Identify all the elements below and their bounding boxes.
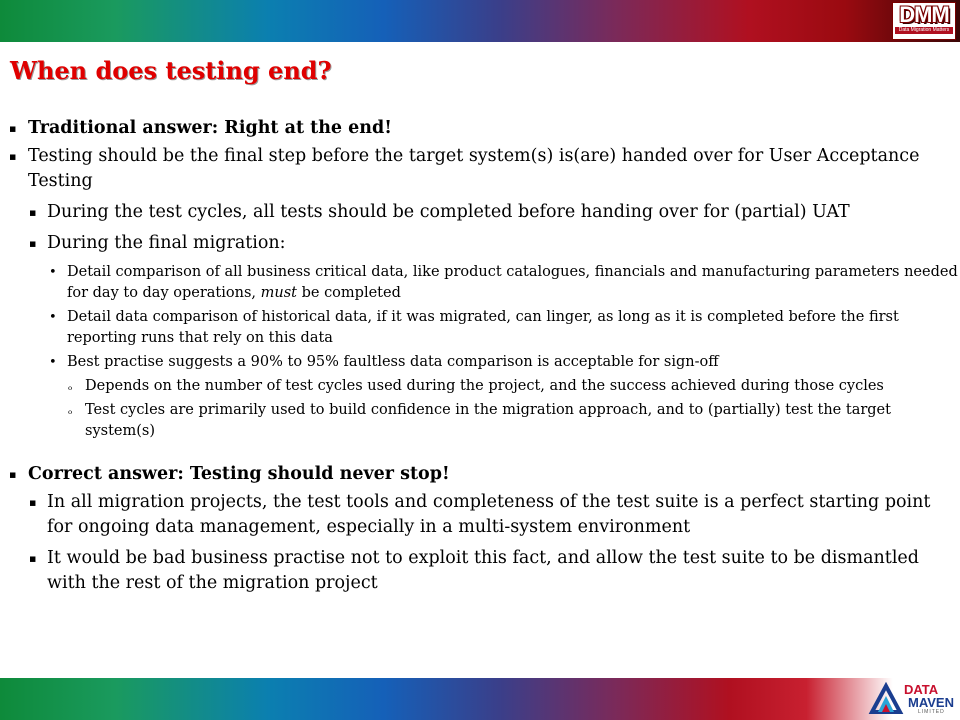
bullet-ongoing-data-management: ▪ In all migration projects, the test tools and completeness of the test suite is a perfect starting point for ongoing data management, especially in a multi-system environment — [29, 492, 931, 537]
data-maven-logo-line2: MAVEN — [908, 695, 954, 710]
data-maven-logo-line3: LIMITED — [918, 709, 945, 715]
bullet-final-migration: ▪ During the final migration: — [0, 231, 960, 256]
bullet-correct-answer: ▪ Correct answer: Testing should never stop! — [0, 462, 960, 487]
square-bullet-icon: ▪ — [29, 496, 37, 509]
bullet-final-step: ▪ Testing should be the final step before the target system(s) is(are) handed over for User Acceptance Testing — [9, 146, 920, 191]
data-maven-logo-line1: DATA — [904, 682, 939, 697]
bullet-bad-business-practise: ▪ It would be bad business practise not to exploit this fact, and allow the test suite to be dismantled with the rest of the migration project — [29, 548, 919, 593]
bullet-depends-test-cycles: ₒ Depends on the number of test cycles used during the project, and the success achieved during those cycles — [0, 376, 960, 397]
data-maven-logo — [868, 682, 954, 718]
square-bullet-icon: ▪ — [29, 206, 37, 219]
square-bullet-icon: ▪ — [9, 150, 17, 163]
top-gradient-bar — [0, 0, 960, 42]
bullet-best-practise: • Best practise suggests a 90% to 95% faultless data comparison is acceptable for sign-off — [0, 352, 960, 373]
data-maven-logo-icon — [868, 682, 904, 718]
bullet-historical-data: • Detail data comparison of historical data, if it was migrated, can linger, as long as it is completed before the first reporting runs that rely on this data — [49, 309, 899, 346]
bullet-detail-comparison: • Detail comparison of all business critical data, like product catalogues, financials and manufacturing parameters needed for day to day operations, must be completed — [49, 264, 958, 301]
bullet-test-cycles: ▪ During the test cycles, all tests should be completed before handing over for (partial) UAT — [0, 200, 960, 225]
square-bullet-icon: ▪ — [29, 552, 37, 565]
circle-bullet-icon: ₒ — [68, 404, 73, 417]
circle-bullet-icon: ₒ — [68, 380, 73, 393]
square-bullet-icon: ▪ — [29, 237, 37, 250]
dot-bullet-icon: • — [49, 355, 57, 370]
square-bullet-icon: ▪ — [9, 122, 17, 135]
bottom-gradient-bar — [0, 678, 960, 720]
dot-bullet-icon: • — [49, 310, 57, 325]
dmm-logo-text: DMM — [899, 2, 949, 27]
slide-body — [0, 116, 960, 596]
bullet-traditional-answer: ▪ Traditional answer: Right at the end! — [0, 116, 960, 141]
square-bullet-icon: ▪ — [9, 468, 17, 481]
dot-bullet-icon: • — [49, 265, 57, 280]
slide-title: When does testing end? — [10, 56, 332, 85]
dmm-logo-tagline: Data Migration Matters — [895, 27, 953, 34]
dmm-logo — [892, 2, 956, 40]
bullet-build-confidence: ₒ Test cycles are primarily used to build confidence in the migration approach, and to (partially) test the target system(s) — [68, 402, 891, 439]
